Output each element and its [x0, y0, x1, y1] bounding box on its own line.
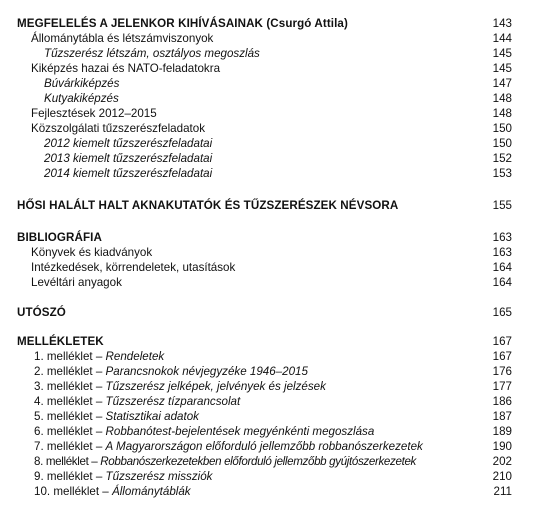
toc-page-number: 148 — [492, 92, 512, 105]
toc-section — [0, 198, 541, 213]
toc-page-number: 163 — [492, 246, 512, 259]
annex-title: A Magyarországon előforduló jellemzőbb robbanószerkezetek — [105, 440, 423, 453]
annex-prefix: 3. melléklet – — [34, 380, 106, 393]
toc-entry-label: Közszolgálati tűzszerészfeladatok — [31, 122, 205, 135]
toc-entry-label: Könyvek és kiadványok — [31, 246, 153, 259]
toc-entry-label — [34, 349, 164, 364]
toc-page-number: 165 — [492, 306, 512, 319]
toc-page-number: 150 — [492, 137, 512, 150]
toc-entry — [0, 151, 541, 166]
toc-page-number: 177 — [492, 380, 512, 393]
toc-entry-label — [34, 409, 199, 424]
toc-page-number: 143 — [492, 17, 512, 30]
annex-title: Robbanószerkezetekben előforduló jellemzőbb gyújtószerkezetek — [100, 455, 416, 468]
annex-prefix: 1. melléklet – — [34, 350, 106, 363]
toc-annex-entry — [0, 469, 541, 484]
toc-section-title: MELLÉKLETEK — [17, 335, 104, 348]
toc-entry-label: Kutyakiképzés — [44, 92, 119, 105]
toc-entry-label: Levéltári anyagok — [31, 276, 122, 289]
toc-page-number: 189 — [492, 425, 512, 438]
toc-annex-entry — [0, 484, 541, 499]
toc-page-number: 153 — [492, 167, 512, 180]
toc-annex-entry — [0, 439, 541, 454]
toc-entry-label: Tűzszerész létszám, osztályos megoszlás — [44, 47, 260, 60]
toc-entry-label — [34, 469, 212, 484]
toc-entry — [0, 245, 541, 260]
toc-entry-label — [34, 379, 326, 394]
toc-page-number: 167 — [492, 350, 512, 363]
toc-entry — [0, 61, 541, 76]
toc-entry — [0, 166, 541, 181]
toc-entry-label: 2012 kiemelt tűzszerészfeladatai — [44, 137, 213, 150]
toc-entry-label — [34, 484, 191, 499]
toc-page-number: 210 — [492, 470, 512, 483]
toc-page-number: 202 — [492, 455, 512, 468]
toc-entry — [0, 121, 541, 136]
toc-entry — [0, 91, 541, 106]
toc-section — [0, 305, 541, 320]
toc-entry — [0, 106, 541, 121]
toc-page-number: 176 — [492, 365, 512, 378]
toc-annex-entry — [0, 364, 541, 379]
annex-title: Tűzszerész tízparancsolat — [105, 395, 241, 408]
toc-section — [0, 230, 541, 245]
toc-entry — [0, 46, 541, 61]
toc-page-number: 167 — [492, 335, 512, 348]
toc-section-title: HŐSI HALÁLT HALT AKNAKUTATÓK ÉS TŰZSZERÉSZEK NÉVSORA — [17, 199, 399, 212]
annex-title: Robbanótest-bejelentések megyénkénti megoszlása — [105, 425, 375, 438]
toc-entry-label — [34, 424, 374, 439]
annex-prefix: 10. melléklet – — [34, 485, 112, 498]
toc-page-number: 163 — [492, 231, 512, 244]
annex-prefix: 7. melléklet – — [34, 440, 106, 453]
toc-entry-label: Fejlesztések 2012–2015 — [31, 107, 157, 120]
toc-page-number: 164 — [492, 261, 512, 274]
toc-entry-label: Állománytábla és létszámviszonyok — [31, 32, 214, 45]
toc-entry-label: 2014 kiemelt tűzszerészfeladatai — [44, 167, 213, 180]
toc-entry — [0, 31, 541, 46]
toc-entry-label — [34, 439, 423, 454]
toc-section-title: MEGFELELÉS A JELENKOR KIHÍVÁSAINAK (Csurgó Attila) — [17, 17, 348, 30]
toc-page-number: 187 — [492, 410, 512, 423]
toc-annex-entry — [0, 379, 541, 394]
toc-page-number: 152 — [492, 152, 512, 165]
toc-entry — [0, 260, 541, 275]
toc-page-number: 145 — [492, 47, 512, 60]
toc-entry-label — [34, 394, 240, 409]
toc-page-number: 211 — [493, 485, 512, 498]
toc-annex-entry — [0, 394, 541, 409]
annex-prefix: 9. melléklet – — [34, 470, 106, 483]
annex-prefix: 6. melléklet – — [34, 425, 106, 438]
toc-page-number: 155 — [492, 199, 512, 212]
annex-title: Parancsnokok névjegyzéke 1946–2015 — [105, 365, 308, 378]
toc-entry-label: Kiképzés hazai és NATO-feladatokra — [31, 62, 221, 75]
toc-entry-label — [34, 454, 416, 469]
toc-section — [0, 16, 541, 31]
toc-section — [0, 334, 541, 349]
toc-annex-entry — [0, 454, 541, 469]
toc-page-number: 164 — [492, 276, 512, 289]
toc-page-number: 144 — [492, 32, 512, 45]
toc-entry-label: Intézkedések, körrendeletek, utasítások — [31, 261, 236, 274]
toc-entry-label — [34, 364, 308, 379]
toc-section-title: BIBLIOGRÁFIA — [17, 231, 102, 244]
annex-title: Tűzszerész jelképek, jelvények és jelzések — [105, 380, 326, 393]
toc-entry — [0, 275, 541, 290]
toc-annex-entry — [0, 424, 541, 439]
toc-entry-label: 2013 kiemelt tűzszerészfeladatai — [44, 152, 213, 165]
annex-title: Statisztikai adatok — [105, 410, 199, 423]
toc-entry — [0, 136, 541, 151]
toc-annex-entry — [0, 409, 541, 424]
annex-title: Tűzszerész missziók — [105, 470, 213, 483]
annex-prefix: 4. melléklet – — [34, 395, 106, 408]
toc-annex-entry — [0, 349, 541, 364]
annex-title: Állománytáblák — [111, 485, 191, 498]
annex-prefix: 2. melléklet – — [34, 365, 106, 378]
toc-page-number: 190 — [492, 440, 512, 453]
toc-entry-label: Búvárkiképzés — [44, 77, 120, 90]
toc-page-number: 145 — [492, 62, 512, 75]
toc-page-number: 186 — [492, 395, 512, 408]
annex-title: Rendeletek — [105, 350, 165, 363]
toc-section-title: UTÓSZÓ — [17, 306, 66, 319]
toc-entry — [0, 76, 541, 91]
toc-page-number: 148 — [492, 107, 512, 120]
toc-page-number: 147 — [492, 77, 512, 90]
toc-page-number: 150 — [492, 122, 512, 135]
annex-prefix: 5. melléklet – — [34, 410, 106, 423]
annex-prefix: 8. melléklet – — [34, 455, 101, 468]
